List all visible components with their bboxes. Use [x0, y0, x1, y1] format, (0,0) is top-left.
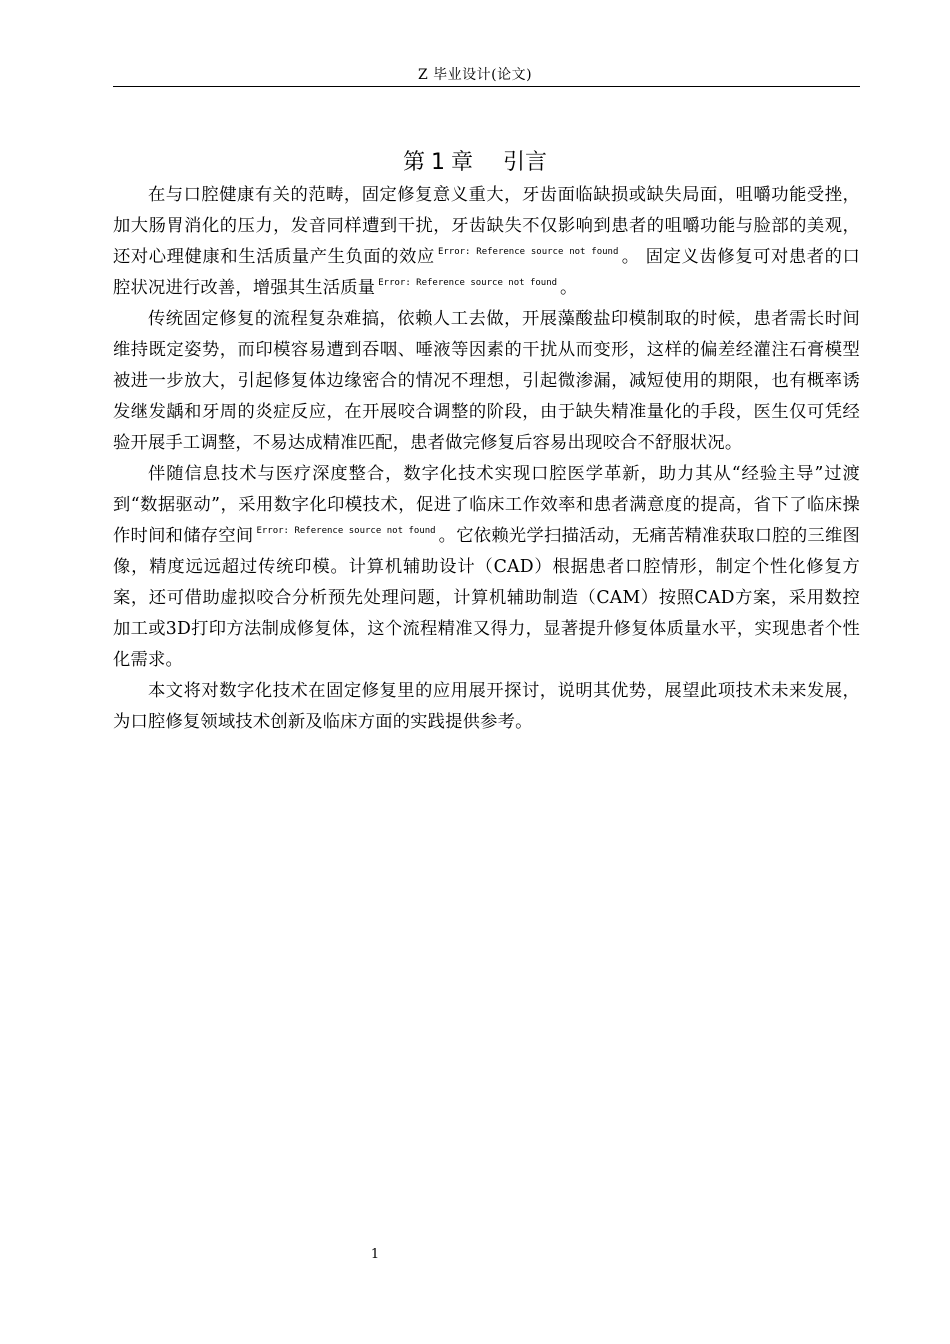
chapter-number: 1 [430, 150, 445, 175]
page-number: 1 [370, 1247, 380, 1262]
paragraph-text: 在与口腔健康有关的范畴，固定修复意义重大，牙齿面临缺损或缺失局面，咀嚼功能受挫，加大肠胃消化的压力，发音同样遭到干扰，牙齿缺失不仅影响到患者的咀嚼功能与脸部的美观，还对心理健康和生活质量产生负面的效应 [113, 185, 860, 267]
paragraph-2 [113, 304, 860, 459]
chapter-suffix: 章 [450, 150, 473, 175]
paragraph-text: 本文将对数字化技术在固定修复里的应用展开探讨，说明其优势，展望此项技术未来发展，为口腔修复领域技术创新及临床方面的实践提供参考。 [113, 681, 860, 732]
paragraph-4 [113, 676, 860, 738]
chapter-body [113, 180, 860, 738]
chapter-prefix: 第 [402, 150, 425, 175]
citation-error: Error: Reference source not found [256, 526, 436, 536]
paragraph-text: 。 固定义齿修复可对患者的口腔状况进行改善，增强其生活质量 [113, 247, 861, 298]
citation-error: Error: Reference source not found [378, 278, 558, 288]
citation-error: Error: Reference source not found [437, 247, 619, 257]
chapter-title [0, 148, 950, 178]
paragraph-text: 伴随信息技术与医疗深度整合，数字化技术实现口腔医学革新，助力其从“经验主导”过渡到“数据驱动”，采用数字化印模技术，促进了临床工作效率和患者满意度的提高，省下了临床操作时间和储存空间 [113, 464, 860, 546]
running-header: Z 毕业设计(论文) [417, 67, 533, 83]
paragraph-text: 。 [560, 278, 578, 298]
paragraph-1 [113, 180, 860, 304]
paragraph-3 [113, 459, 860, 676]
paragraph-text: 。它依赖光学扫描活动，无痛苦精准获取口腔的三维图像，精度远远超过传统印模。计算机辅助设计（CAD）根据患者口腔情形，制定个性化修复方案，还可借助虚拟咬合分析预先处理问题，计算机辅助制造（CAM）按照CAD方案，采用数控加工或3D打印方法制成修复体，这个流程精准又得力，显著提升修复体质量水平，实现患者个性化需求。 [113, 526, 860, 670]
header-divider [113, 86, 860, 87]
chapter-name: 引言 [503, 150, 548, 175]
paragraph-text: 传统固定修复的流程复杂难搞，依赖人工去做，开展藻酸盐印模制取的时候，患者需长时间维持既定姿势，而印模容易遭到吞咽、唾液等因素的干扰从而变形，这样的偏差经灌注石膏模型被进一步放大，引起修复体边缘密合的情况不理想，引起微渗漏，减短使用的期限，也有概率诱发继发龋和牙周的炎症反应，在开展咬合调整的阶段，由于缺失精准量化的手段，医生仅可凭经验开展手工调整，不易达成精准匹配，患者做完修复后容易出现咬合不舒服状况。 [113, 309, 860, 453]
